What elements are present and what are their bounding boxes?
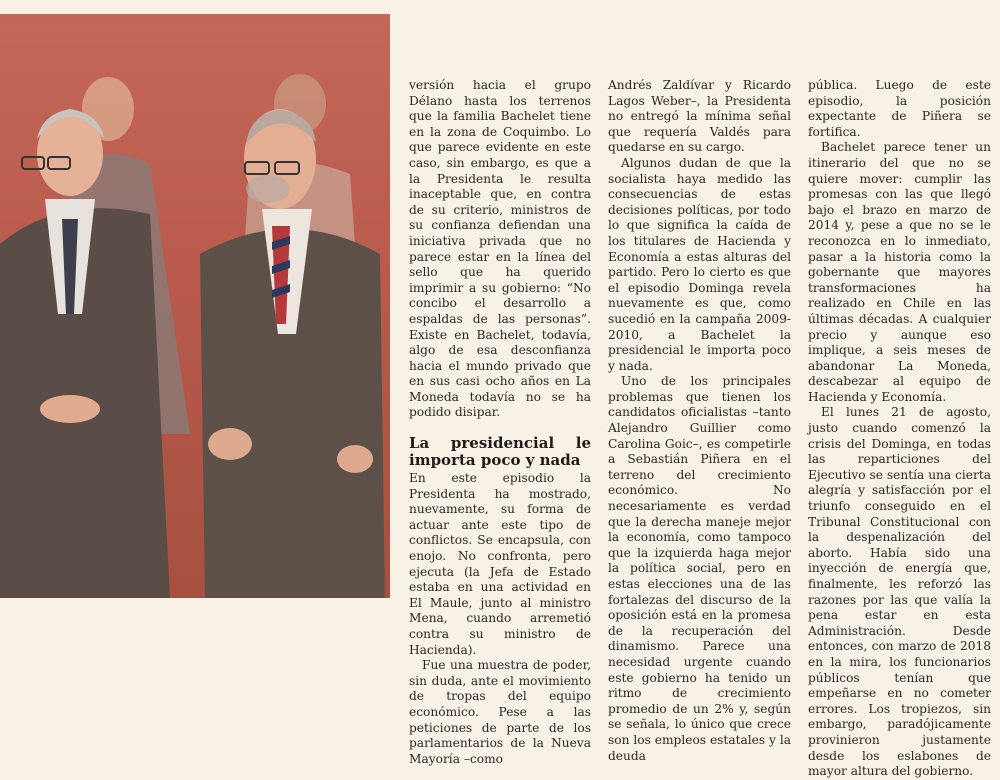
paragraph: El lunes 21 de agosto, justo cuando comenzó la crisis del Dominga, en todas las reparticiones del Ejecutivo se sentía una cierta alegría y satisfacción por el triunfo conseguido en el Tribunal Constitucional con la despenalización del aborto. Había sido una inyección de energía que, finalmente, les reforzó las razones por las que valía la pena estar en esta Administración. Desde entonces, con marzo de 2018 en la mira, los funcionarios públicos tenían que empeñarse en no cometer errores. Los tropiezos, sin embargo, paradójicamente provinieron justamente desde los eslabones de mayor altura del gobierno. — [808, 405, 991, 779]
paragraph: Bachelet parece tener un itinerario del que no se quiere mover: cumplir las promesas con las que llegó bajo el brazo en marzo de 2014 y, pese a que no se le reconozca en lo inmediato, pasar a la historia como la gobernante que mayores transformaciones ha realizado en Chile en las últimas décadas. A cualquier precio y aunque eso implique, a seis meses de abandonar La Moneda, descabezar al equipo de Hacienda y Economía. — [808, 140, 991, 404]
paragraph: versión hacia el grupo Délano hasta los terrenos que la familia Bachelet tiene en la zona de Coquimbo. Lo que parece evidente en este caso, sin embargo, es que a la Presidenta le resulta inaceptable que, en contra de su criterio, ministros de su confianza defiendan una iniciativa privada que no parece estar en la línea del sello que ha querido imprimir a su gobierno: “No concibo el desarrollo a espaldas de las personas”. Existe en Bachelet, todavía, algo de esa desconfianza hacia el mundo privado que en sus casi ocho años en La Moneda todavía no se ha podido disipar. — [409, 78, 591, 420]
paragraph: En este episodio la Presidenta ha mostrado, nuevamente, su forma de actuar ante este tipo de conflictos. Se encapsula, con enojo. No confronta, pero ejecuta (la Jefa de Estado estaba en una actividad en El Maule, junto al ministro Mena, cuando arremetió contra su ministro de Hacienda). — [409, 471, 591, 657]
article-column-3 — [808, 78, 991, 780]
paragraph: Uno de los principales problemas que tienen los candidatos oficialistas –tanto Alejandro Guillier como Carolina Goic–, es competirle a Sebastián Piñera en el terreno del crecimiento económico. No necesariamente es verdad que la derecha maneje mejor la economía, como tampoco que la izquierda haga mejor la política social, pero en estas elecciones una de las fortalezas del discurso de la oposición está en la promesa de la recuperación del dinamismo. Parece una necesidad urgente cuando este gobierno ha tenido un ritmo de crecimiento promedio de un 2% y, según se señala, lo único que crece son los empleos estatales y la deuda — [608, 374, 791, 763]
article-column-2 — [608, 78, 791, 764]
paragraph: Fue una muestra de poder, sin duda, ante el movimiento de tropas del equipo económico. Pese a las peticiones de parte de los parlamentarios de la Nueva Mayoría –como — [409, 658, 591, 766]
paragraph: Algunos dudan de que la socialista haya medido las consecuencias de estas decisiones políticas, por todo lo que significa la caída de los titulares de Hacienda y Economía a estas alturas del partido. Pero lo cierto es que el episodio Dominga revela nuevamente es que, como sucedió en la campaña 2009-2010, a Bachelet la presidencial le importa poco y nada. — [608, 155, 791, 373]
paragraph: Andrés Zaldívar y Ricardo Lagos Weber–, la Presidenta no entregó la mínima señal que requería Valdés para quedarse en su cargo. — [608, 78, 791, 155]
paragraph: pública. Luego de este episodio, la posición expectante de Piñera se fortifica. — [808, 78, 991, 139]
section-subheading: La presidencial le importa poco y nada — [409, 434, 591, 470]
article-column-1 — [409, 78, 591, 767]
officials-photo-illustration — [0, 14, 390, 598]
article-photo — [0, 14, 390, 598]
